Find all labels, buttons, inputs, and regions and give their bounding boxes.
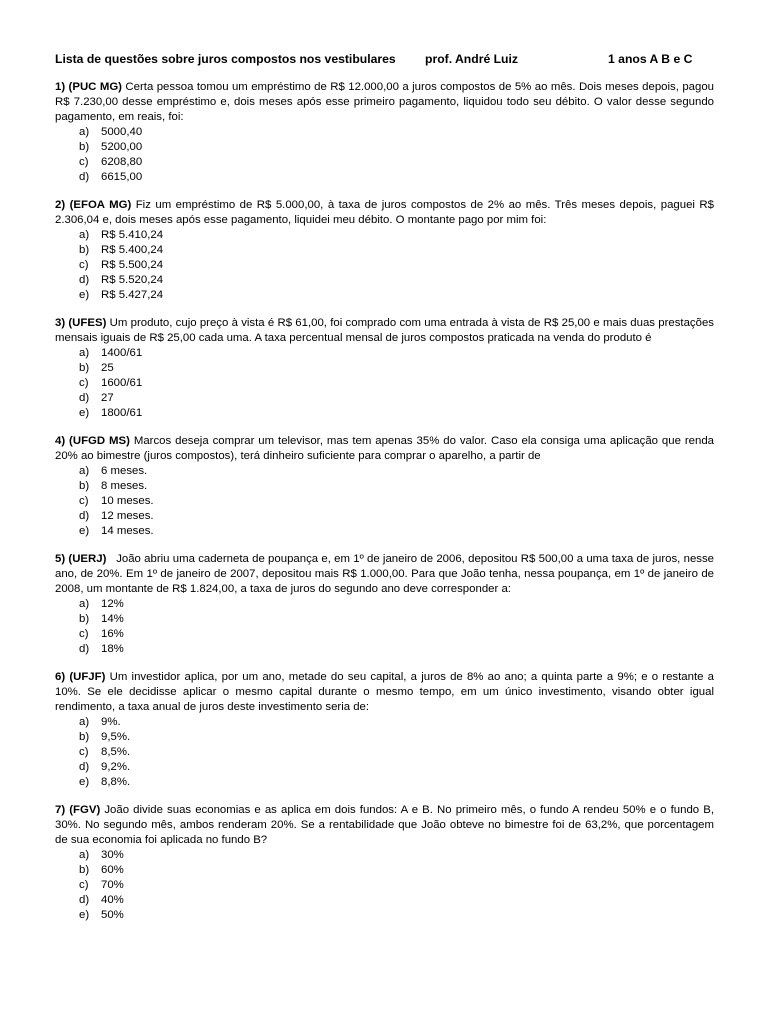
answer-option xyxy=(55,391,714,406)
question-text: Certa pessoa tomou um empréstimo de R$ 12.000,00 a juros compostos de 5% ao mês. Dois meses depois, pagou R$ 7.230,00 desse empréstimo e, dois meses após esse primeiro pagamento, liquidou todo seu débito. O valor desse segundo pagamento, em reais, foi: xyxy=(55,81,718,123)
option-letter: d) xyxy=(79,274,90,286)
question-source: 3) (UFES) xyxy=(55,317,107,329)
option-letter: d) xyxy=(79,761,90,773)
answer-option xyxy=(55,170,714,185)
option-letter: d) xyxy=(79,171,90,183)
question-text: João abriu uma caderneta de poupança e, em 1º de janeiro de 2006, depositou R$ 500,00 a uma taxa de juros, nesse ano, de 20%. Em 1º de janeiro de 2007, depositou mais R$ 1.000,00. Para que João tenha, nessa poupança, em 1º de janeiro de 2008, um montante de R$ 1.824,00, a taxa de juros do segundo ano deve corresponder a: xyxy=(55,553,718,595)
option-text: 16% xyxy=(101,628,124,640)
option-text: 1400/61 xyxy=(101,347,143,359)
question-source: 7) (FGV) xyxy=(55,804,101,816)
question-statement xyxy=(55,670,718,715)
answer-option xyxy=(55,243,714,258)
answer-option xyxy=(55,479,714,494)
option-text: 6208,80 xyxy=(101,156,143,168)
option-text: 60% xyxy=(101,864,124,876)
page-header xyxy=(55,52,714,67)
answer-option xyxy=(55,125,714,140)
option-text: 25 xyxy=(101,362,114,374)
question-6 xyxy=(55,670,718,790)
answer-options xyxy=(55,464,714,539)
question-list xyxy=(55,80,718,923)
option-text: 50% xyxy=(101,909,124,921)
question-1 xyxy=(55,80,718,185)
answer-option xyxy=(55,361,714,376)
option-text: 9,5%. xyxy=(101,731,131,743)
question-text: Marcos deseja comprar um televisor, mas tem apenas 35% do valor. Caso ela consiga uma aplicação que renda 20% ao bimestre (juros compostos), terá dinheiro suficiente para comprar o aparelho, a partir de xyxy=(55,435,718,462)
answer-option xyxy=(55,494,714,509)
option-letter: c) xyxy=(79,495,89,507)
question-source: 1) (PUC MG) xyxy=(55,81,122,93)
option-text: 27 xyxy=(101,392,114,404)
answer-options xyxy=(55,125,714,185)
option-text: 30% xyxy=(101,849,124,861)
option-text: 10 meses. xyxy=(101,495,154,507)
option-text: 6615,00 xyxy=(101,171,143,183)
question-text: Um produto, cujo preço à vista é R$ 61,00, foi comprado com uma entrada à vista de R$ 25,00 e mais duas prestações mensais iguais de R$ 25,00 cada uma. A taxa percentual mensal de juros compostos praticada na venda do produto é xyxy=(55,317,718,344)
answer-option xyxy=(55,893,714,908)
question-statement xyxy=(55,803,718,848)
option-text: R$ 5.427,24 xyxy=(101,289,164,301)
option-letter: c) xyxy=(79,377,89,389)
option-letter: a) xyxy=(79,716,90,728)
option-text: R$ 5.410,24 xyxy=(101,229,164,241)
question-source: 6) (UFJF) xyxy=(55,671,106,683)
question-statement xyxy=(55,198,718,228)
option-text: 1800/61 xyxy=(101,407,143,419)
question-source: 2) (EFOA MG) xyxy=(55,199,132,211)
answer-options xyxy=(55,597,714,657)
answer-option xyxy=(55,509,714,524)
answer-option xyxy=(55,258,714,273)
answer-option xyxy=(55,863,714,878)
answer-option xyxy=(55,524,714,539)
option-text: 5200,00 xyxy=(101,141,143,153)
option-text: R$ 5.500,24 xyxy=(101,259,164,271)
answer-options xyxy=(55,715,714,790)
option-text: 14% xyxy=(101,613,124,625)
option-text: 18% xyxy=(101,643,124,655)
question-text: Fiz um empréstimo de R$ 5.000,00, à taxa de juros compostos de 2% ao mês. Três meses depois, paguei R$ 2.306,04 e, dois meses após esse pagamento, liquidei meu débito. O montante pago por mim foi: xyxy=(55,199,718,226)
option-letter: d) xyxy=(79,392,90,404)
question-text: João divide suas economias e as aplica em dois fundos: A e B. No primeiro mês, o fundo A rendeu 50% e o fundo B, 30%. No segundo mês, ambos renderam 20%. Se a rentabilidade que João obteve no bimestre foi de 63,2%, que porcentagem de sua economia foi aplicada no fundo B? xyxy=(55,804,718,846)
answer-option xyxy=(55,597,714,612)
answer-option xyxy=(55,376,714,391)
option-letter: b) xyxy=(79,864,90,876)
answer-options xyxy=(55,848,714,923)
option-text: R$ 5.400,24 xyxy=(101,244,164,256)
answer-option xyxy=(55,715,714,730)
question-5 xyxy=(55,552,718,657)
option-letter: a) xyxy=(79,347,90,359)
option-text: 6 meses. xyxy=(101,465,148,477)
answer-option xyxy=(55,406,714,421)
answer-option xyxy=(55,273,714,288)
question-statement xyxy=(55,316,718,346)
professor-name: prof. André Luiz xyxy=(425,52,518,66)
answer-option xyxy=(55,745,714,760)
option-text: R$ 5.520,24 xyxy=(101,274,164,286)
question-statement xyxy=(55,434,718,464)
option-letter: b) xyxy=(79,480,90,492)
answer-option xyxy=(55,878,714,893)
option-text: 8,5%. xyxy=(101,746,131,758)
option-letter: b) xyxy=(79,141,90,153)
answer-option xyxy=(55,228,714,243)
option-letter: c) xyxy=(79,879,89,891)
answer-option xyxy=(55,155,714,170)
option-letter: b) xyxy=(79,362,90,374)
option-letter: b) xyxy=(79,244,90,256)
option-letter: a) xyxy=(79,598,90,610)
question-text: Um investidor aplica, por um ano, metade do seu capital, a juros de 8% ao ano; a quinta parte a 9%; e o restante a 10%. Se ele decidisse aplicar o mesmo capital durante o mesmo tempo, em um único investimento, visando obter igual rendimento, a taxa anual de juros deste investimento seria de: xyxy=(55,671,718,713)
option-text: 14 meses. xyxy=(101,525,154,537)
question-2 xyxy=(55,198,718,303)
answer-option xyxy=(55,730,714,745)
option-letter: a) xyxy=(79,849,90,861)
question-statement xyxy=(55,552,718,597)
question-7 xyxy=(55,803,718,923)
answer-option xyxy=(55,346,714,361)
answer-option xyxy=(55,464,714,479)
option-letter: c) xyxy=(79,259,89,271)
option-letter: a) xyxy=(79,465,90,477)
answer-option xyxy=(55,288,714,303)
question-source: 5) (UERJ) xyxy=(55,553,107,565)
option-letter: e) xyxy=(79,909,90,921)
option-text: 40% xyxy=(101,894,124,906)
option-letter: a) xyxy=(79,126,90,138)
document-title: Lista de questões sobre juros compostos nos vestibulares xyxy=(55,52,396,66)
option-text: 70% xyxy=(101,879,124,891)
option-text: 9,2%. xyxy=(101,761,131,773)
option-letter: c) xyxy=(79,746,89,758)
answer-option xyxy=(55,140,714,155)
option-text: 9%. xyxy=(101,716,121,728)
option-letter: e) xyxy=(79,776,90,788)
answer-option xyxy=(55,760,714,775)
answer-options xyxy=(55,346,714,421)
option-letter: c) xyxy=(79,628,89,640)
option-letter: a) xyxy=(79,229,90,241)
question-statement xyxy=(55,80,718,125)
option-text: 1600/61 xyxy=(101,377,143,389)
option-letter: d) xyxy=(79,510,90,522)
question-3 xyxy=(55,316,718,421)
option-letter: e) xyxy=(79,407,90,419)
option-letter: c) xyxy=(79,156,89,168)
answer-option xyxy=(55,775,714,790)
answer-options xyxy=(55,228,714,303)
option-text: 8,8%. xyxy=(101,776,131,788)
option-letter: d) xyxy=(79,643,90,655)
answer-option xyxy=(55,908,714,923)
option-letter: d) xyxy=(79,894,90,906)
answer-option xyxy=(55,642,714,657)
answer-option xyxy=(55,848,714,863)
option-letter: e) xyxy=(79,289,90,301)
option-text: 8 meses. xyxy=(101,480,148,492)
option-text: 5000,40 xyxy=(101,126,143,138)
option-letter: e) xyxy=(79,525,90,537)
answer-option xyxy=(55,627,714,642)
question-source: 4) (UFGD MS) xyxy=(55,435,130,447)
option-text: 12% xyxy=(101,598,124,610)
answer-option xyxy=(55,612,714,627)
option-letter: b) xyxy=(79,613,90,625)
question-4 xyxy=(55,434,718,539)
option-text: 12 meses. xyxy=(101,510,154,522)
option-letter: b) xyxy=(79,731,90,743)
class-list: 1 anos A B e C xyxy=(608,52,693,66)
